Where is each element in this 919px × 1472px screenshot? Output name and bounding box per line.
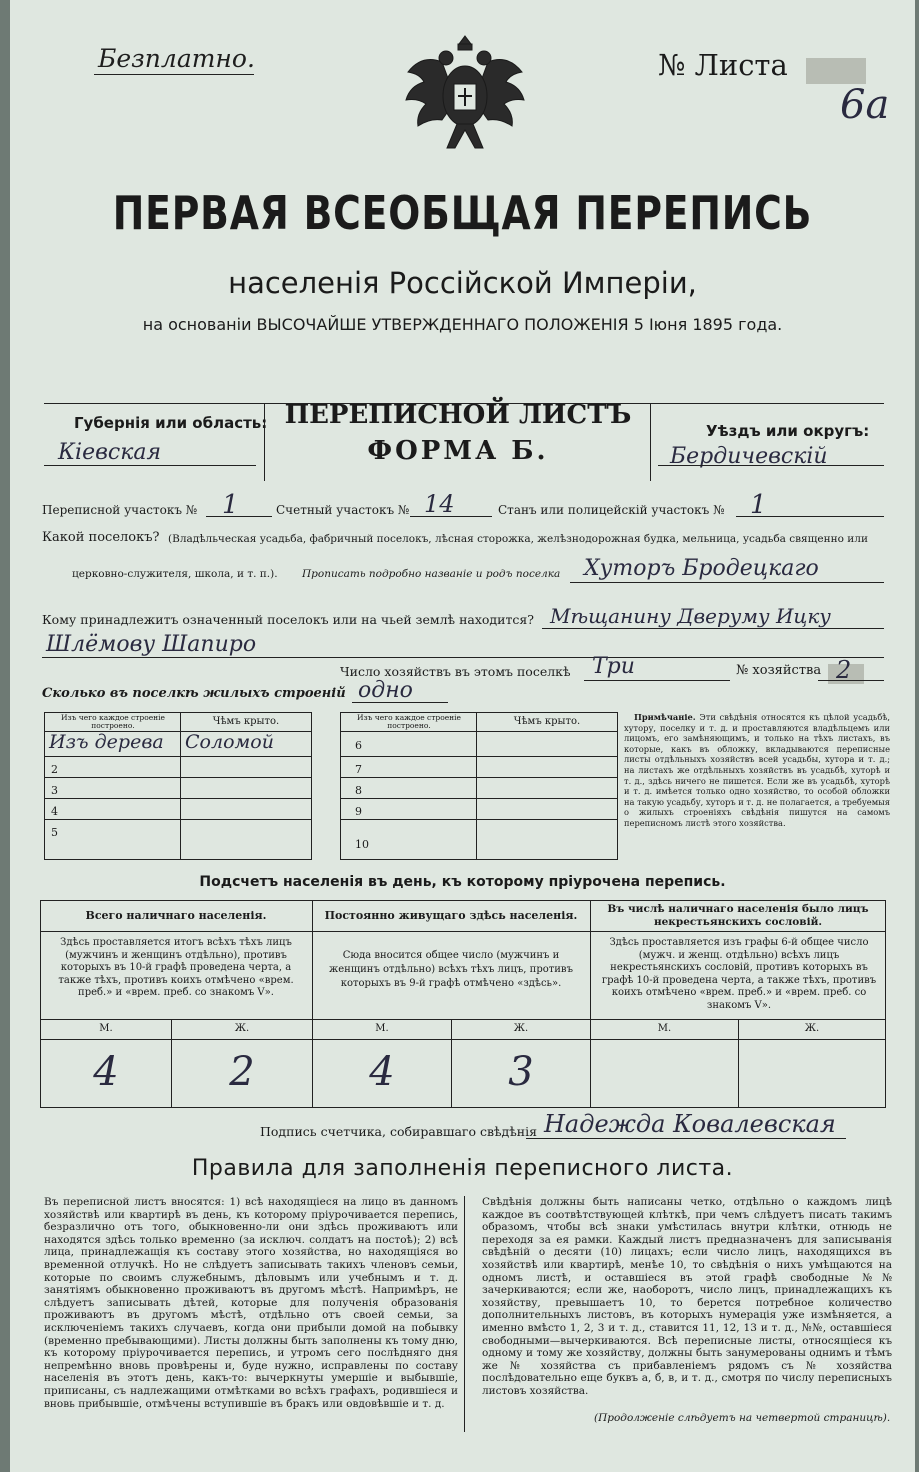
divider (341, 798, 617, 799)
divider (352, 702, 448, 703)
male-label: М. (375, 1023, 389, 1034)
main-title: ПЕРВАЯ ВСЕОБЩАЯ ПЕРЕПИСЬ (112, 186, 813, 240)
col-roof-header: Чѣмъ крыто. (513, 716, 581, 727)
divider (464, 1196, 465, 1432)
row-number: 7 (355, 763, 362, 776)
buildings-label: Сколько въ поселкѣ жилыхъ строеній (42, 686, 346, 701)
divider (42, 657, 884, 658)
col2-text: Сюда вносится общее число (мужчинъ и женщинъ отдѣльно) всѣхъ тѣхъ лицъ, противъ которыхъ въ 9-й графѣ отмѣчено «здѣсь». (329, 950, 573, 989)
row-number: 4 (51, 805, 58, 818)
counting-district-value: 14 (424, 490, 455, 518)
divider (41, 1019, 885, 1020)
divider (410, 516, 492, 517)
basis-line: на основаніи ВЫСОЧАЙШЕ УТВЕРЖДЕННАГО ПОЛОЖЕНІЯ 5 Іюня 1895 года. (142, 315, 783, 334)
row-number: 8 (355, 784, 362, 797)
note-block (624, 712, 890, 829)
col1-female-value: 2 (229, 1049, 255, 1095)
settlement-value: Хуторъ Бродецкаго (584, 556, 819, 581)
gubernia-value: Кіевская (58, 440, 162, 465)
subtitle: населенія Россійской Имперіи, (228, 266, 697, 300)
divider (341, 777, 617, 778)
building-roof-value: Соломой (185, 731, 274, 753)
divider (45, 777, 311, 778)
households-label: Число хозяйствъ въ этомъ поселкѣ (340, 664, 571, 679)
note-text: Эти свѣдѣнія относятся къ цѣлой усадьбѣ, хутору, поселку и т. д. и проставляются владѣльцемъ или лицомъ, его замѣняющимъ, и только на тѣхъ листахъ, въ которые, какъ въ обложку, вкладываются переписные листы отдѣльныхъ хозяйствъ всей усадьбы, хутора и т. д.; на листахъ же отдѣльныхъ хозяйствъ въ усадьбѣ, хуторѣ и т. д., здѣсь ничего не пишется. Если же въ усадьбѣ, хуторѣ и т. д. имѣется только одно хозяйство, то особой обложки на такую усадьбу, хуторъ и т. д. не полагается, а требуемыя о жилыхъ строеніяхъ свѣдѣнія пишутся на самомъ переписномъ листѣ этого хозяйства. (624, 712, 890, 828)
col3-title: Въ числѣ наличнаго населенія было лицъ некрестьянскихъ сословій. (607, 903, 869, 928)
settlement-hint: (Владѣльческая усадьба, фабричный поселокъ, лѣсная сторожка, желѣзнодорожная будка, мельница, усадьба священно или (168, 533, 868, 545)
stan-value: 1 (750, 490, 767, 520)
divider (658, 465, 884, 466)
female-label: Ж. (804, 1023, 820, 1034)
divider (341, 756, 617, 757)
census-form-page (10, 0, 915, 1472)
row-number: 6 (355, 739, 362, 752)
divider (341, 731, 617, 732)
divider (542, 628, 884, 629)
divider (818, 680, 884, 681)
signature-value: Надежда Ковалевская (544, 1110, 836, 1138)
double-headed-eagle-icon (402, 32, 528, 156)
female-label: Ж. (234, 1023, 250, 1034)
count-heading: Подсчетъ населенія въ день, къ которому пріурочена перепись. (199, 874, 726, 890)
row-number: 9 (355, 805, 362, 818)
col1-male-value: 4 (93, 1049, 119, 1095)
sheet-number-box (806, 58, 866, 84)
stan-label: Станъ или полицейскій участокъ № (498, 503, 725, 517)
uezd-value: Бердичевскій (670, 444, 828, 469)
divider (526, 1138, 846, 1139)
rules-right-text: Свѣдѣнія должны быть написаны четко, отдѣльно о каждомъ лицѣ каждое въ соотвѣтствующей клѣткѣ, при чемъ слѣдуетъ писать такимъ образомъ, чтобы всѣ знаки умѣстилась внутри клѣтки, отнюдь не переходя за ея рамки. Каждый листъ предназначенъ для записыванія свѣдѣній о десяти (10) лицахъ; если число лицъ, находящихся въ хозяйствѣ или квартирѣ, менѣе 10, то свѣдѣнія о нихъ умѣщаются на одномъ листѣ, и оставшіеся въ этой графѣ свободные №№ зачеркиваются; если же, наоборотъ, число лицъ, принадлежащихъ къ хозяйству, превышаетъ 10, то берется потребное количество дополнительныхъ листовъ, въ которыхъ нумерація уже измѣняется, а именно вмѣсто 1, 2, 3 и т. д., ставится 11, 12, 13 и т. д., №№, оставшіеся свободными—вычеркиваются. Всѣ переписные листы, относящіеся къ одному и тому же хозяйству, должны быть занумерованы однимъ и тѣмъ же № хозяйства съ прибавленіемъ рядомъ съ № хозяйства послѣдовательно еще буквъ а, б, в, и т. д., смотря по числу переписныхъ листовъ хозяйства. (482, 1196, 892, 1397)
rules-title: Правила для заполненія переписного листа. (191, 1156, 734, 1181)
divider (45, 798, 311, 799)
divider (341, 819, 617, 820)
divider (41, 1039, 885, 1040)
row-number: 5 (51, 826, 58, 839)
divider (94, 74, 254, 75)
form-name: ФОРМА Б. (367, 436, 549, 466)
divider (180, 713, 181, 859)
col3-text: Здѣсь проставляется изъ графы 6-й общее число (мужч. и женщ. отдѣльно) всѣхъ лицъ некрестьянскихъ сословій, противъ которыхъ въ графѣ 10-й проведена черта, а также тѣхъ, противъ коихъ отмѣчено «врем. преб.» и «врем. преб. со знакомъ V». (601, 937, 877, 1011)
buildings-table-left (44, 712, 312, 860)
census-district-value: 1 (222, 490, 239, 520)
owner-value-2: Шлёмову Шапиро (46, 632, 257, 657)
sheet-number-label: № Листа (658, 48, 788, 82)
male-label: М. (657, 1023, 672, 1034)
owner-label: Кому принадлежитъ означенный поселокъ или на чьей землѣ находится? (42, 612, 534, 627)
buildings-table-right (340, 712, 618, 860)
note-title: Примѣчаніе. (634, 712, 696, 722)
rules-left-text: Въ переписной листъ вносятся: 1) всѣ находящіеся на лицо въ данномъ хозяйствѣ или квартирѣ въ день, къ которому пріурочивается перепись, безразлично отъ того, обыкновенно-ли они здѣсь проживаютъ или находятся здѣсь только временно (за исключ. солдатъ на постоѣ); 2) всѣ лица, принадлежащія къ составу этого хозяйства, но находящіяся во временной отлучкѣ. Но не слѣдуетъ записывать такихъ членовъ семьи, которые по своимъ служебнымъ, дѣловымъ или учебнымъ и т. д. занятіямъ обыкновенно проживаютъ въ другомъ мѣстѣ. Напримѣръ, не слѣдуетъ записывать дѣтей, которые для полученія образованія проживаютъ въ другомъ мѣстѣ, отдѣльно отъ своей семьи, за исключеніемъ такихъ случаевъ, когда они прибыли домой на побывку (временно пребывающими). Листы должны быть заполнены къ тому дню, къ которому пріурочивается перепись, и утромъ сего послѣдняго дня непремѣнно вновь провѣрены и, буде нужно, исправлены по составу населенія въ этотъ день, какъ-то: вычеркнуты умершіе и выбывшіе, приписаны, съ надлежащими отмѣтками во всѣхъ графахъ, родившіеся и вновь прибывшіе, отмѣчены вступившіе въ бракъ или овдовѣвшіе и т. д. (44, 1196, 458, 1410)
divider (45, 819, 311, 820)
divider (650, 403, 651, 481)
population-count-table (40, 900, 886, 1108)
col-roof-header: Чѣмъ крыто. (212, 716, 280, 727)
col1-title: Всего наличнаго населенія. (85, 909, 267, 922)
households-value: Три (592, 654, 635, 679)
col1-text: Здѣсь проставляется итогъ всѣхъ тѣхъ лицъ (мужчинъ и женщинъ отдѣльно), противъ которыхъ въ 10-й графѣ проведена черта, а также тѣхъ, противъ коихъ отмѣчено «врем. преб.» и «врем. преб. со знакомъ V». (58, 937, 294, 998)
sheet-title: ПЕРЕПИСНОЙ ЛИСТЪ (284, 400, 632, 430)
divider (44, 465, 256, 466)
free-label: Безплатно. (98, 44, 255, 73)
divider (736, 516, 884, 517)
row-number: 10 (355, 838, 369, 851)
col-material-header: Изъ чего каждое строеніе построено. (357, 713, 461, 730)
col2-female-value: 3 (508, 1049, 534, 1095)
male-label: М. (99, 1023, 113, 1034)
buildings-value: одно (358, 678, 413, 703)
col2-male-value: 4 (369, 1049, 395, 1095)
uezd-label: Уѣздъ или округъ: (706, 422, 870, 440)
settlement-question: Какой поселокъ? (42, 530, 160, 545)
settlement-hint-2: церковно-служителя, школа, и т. п.). (72, 568, 278, 580)
census-district-label: Переписной участокъ № (42, 503, 198, 517)
rules-continued: (Продолженіе слѣдуетъ на четвертой страницѣ). (594, 1412, 891, 1424)
row-number: 2 (51, 763, 58, 776)
female-label: Ж. (513, 1023, 529, 1034)
divider (584, 680, 730, 681)
divider (206, 516, 272, 517)
building-material-value: Изъ дерева (49, 731, 164, 753)
divider (45, 756, 311, 757)
col-material-header: Изъ чего каждое строеніе построено. (61, 713, 165, 730)
divider (570, 582, 884, 583)
counting-district-label: Счетный участокъ № (276, 503, 410, 517)
divider (476, 713, 477, 859)
gubernia-label: Губернія или область: (74, 414, 268, 432)
divider (41, 931, 885, 932)
sheet-number-value: 6а (840, 82, 890, 128)
signature-label: Подпись счетчика, собиравшаго свѣдѣнія (260, 1124, 537, 1139)
household-number-value: 2 (836, 656, 852, 684)
col2-title: Постоянно живущаго здѣсь населенія. (324, 909, 578, 922)
settlement-instruction: Прописать подробно названіе и родъ поселка (302, 568, 561, 580)
owner-value-1: Мѣщанину Дверуму Ицку (550, 604, 831, 628)
household-number-label: № хозяйства (736, 663, 822, 678)
row-number: 3 (51, 784, 58, 797)
